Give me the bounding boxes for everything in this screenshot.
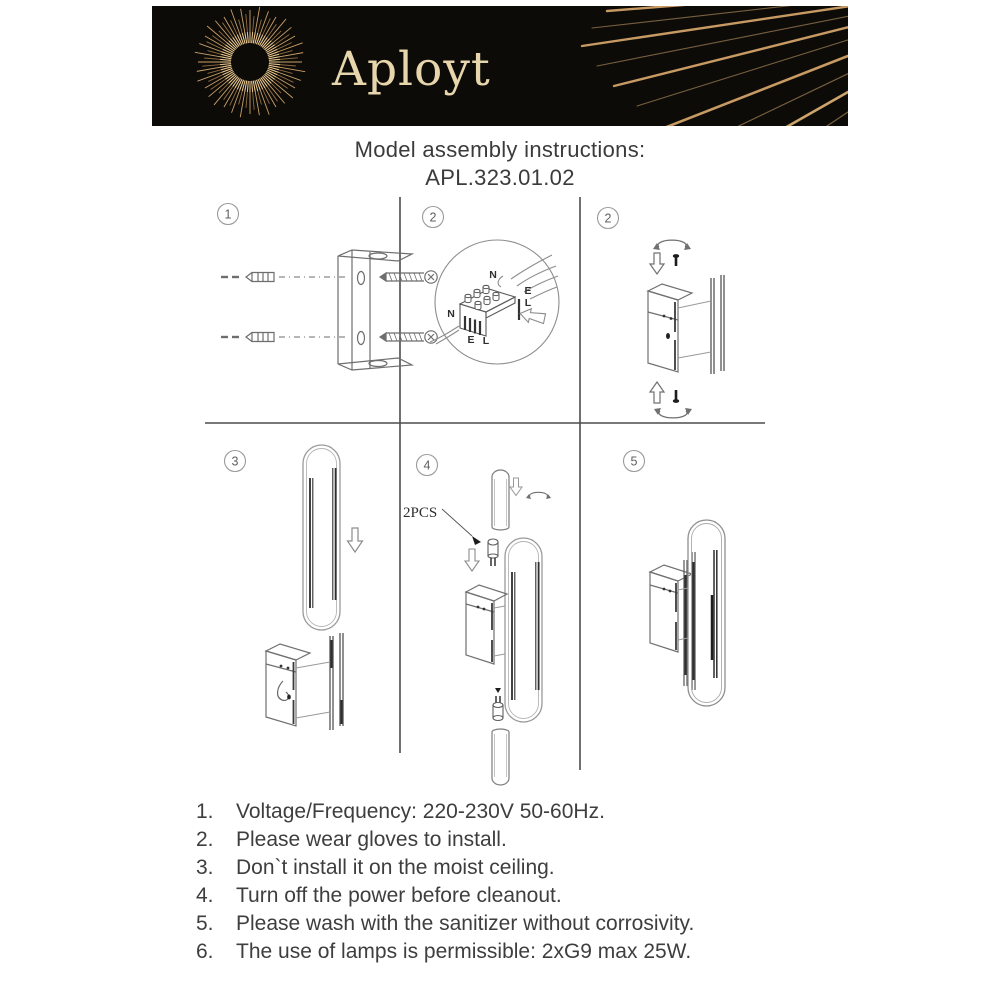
grid-divider-lines <box>205 197 765 770</box>
wire-label-e: E <box>467 334 475 346</box>
instruction-text: Please wash with the sanitizer without corrosivity. <box>236 912 695 935</box>
step3-frame-mounting-drawing <box>266 445 363 730</box>
instruction-number: 2. <box>196 828 214 851</box>
wire-label-n: N <box>447 308 455 320</box>
wire-label-l: L <box>524 297 532 309</box>
instruction-item <box>196 798 876 826</box>
step-number: 4 <box>423 458 431 473</box>
step1-bracket-mounting-drawing <box>221 250 437 370</box>
corner-rays-decoration <box>582 6 848 126</box>
instruction-text: Don`t install it on the moist ceiling. <box>236 856 555 879</box>
instruction-item <box>196 826 876 854</box>
assembly-diagram <box>150 195 850 795</box>
brand-banner <box>152 6 848 126</box>
step-number: 1 <box>224 207 232 222</box>
instruction-item <box>196 910 876 938</box>
step-number: 5 <box>630 454 638 469</box>
wire-label-n: N <box>489 269 497 281</box>
instruction-item <box>196 882 876 910</box>
starburst-icon <box>195 7 305 117</box>
instruction-text: Voltage/Frequency: 220-230V 50-60Hz. <box>236 800 605 823</box>
instruction-number: 5. <box>196 912 214 935</box>
step5-assembled-lamp-drawing <box>650 520 725 706</box>
step-number: 3 <box>231 454 239 469</box>
title-line: Model assembly instructions: <box>354 137 646 162</box>
instruction-number: 3. <box>196 856 214 879</box>
banner-graphics <box>152 6 848 126</box>
instruction-list <box>196 798 876 966</box>
step-number: 2 <box>604 211 612 226</box>
instruction-text: Turn off the power before cleanout. <box>236 884 562 907</box>
step2-wiring-diagram <box>430 240 559 364</box>
brand-name: Aployt <box>332 42 491 97</box>
instruction-number: 1. <box>196 800 214 823</box>
instruction-text: The use of lamps is permissible: 2xG9 max 25W. <box>236 940 692 963</box>
instruction-number: 4. <box>196 884 214 907</box>
model-number: APL.323.01.02 <box>425 165 575 190</box>
magnifier-circle <box>435 240 559 364</box>
instruction-item <box>196 854 876 882</box>
step2-body-fixing-drawing <box>648 240 724 418</box>
instruction-text: Please wear gloves to install. <box>236 828 507 851</box>
wire-label-l: L <box>482 335 490 347</box>
wire-label-e: E <box>524 285 532 297</box>
step-number: 2 <box>429 210 437 225</box>
page-title <box>0 136 1000 192</box>
pcs-label: 2PCS <box>403 505 438 521</box>
instruction-number: 6. <box>196 940 214 963</box>
step4-lamp-install-drawing <box>403 470 551 785</box>
instruction-item <box>196 938 876 966</box>
